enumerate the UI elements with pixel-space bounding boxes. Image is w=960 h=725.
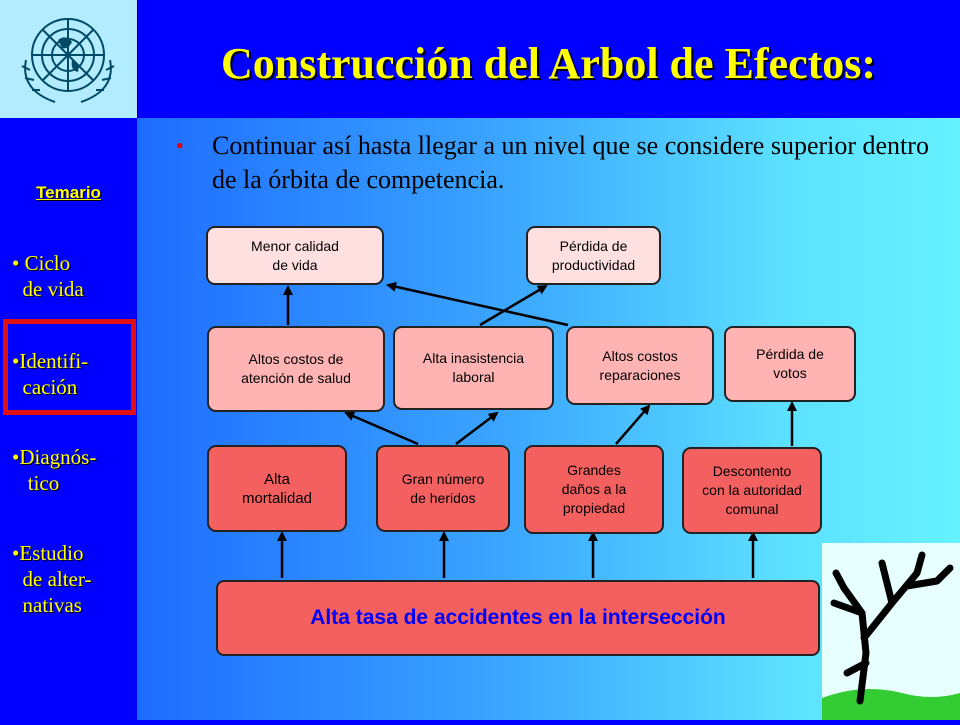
temario-link[interactable]: Temario [36,183,101,202]
effect-box-alta-mortalidad: Alta mortalidad [207,445,347,532]
effect-box-perdida-de-votos: Pérdida de votos [724,326,856,402]
nav-ciclo-de-vida[interactable]: • Ciclo de vida [12,251,84,301]
nav-identificacion[interactable]: •Identifi- cación [12,349,89,399]
effect-box-descontento-autoridad: Descontento con la autoridad comunal [682,447,822,534]
effect-box-perdida-de-productividad: Pérdida de productividad [526,226,661,285]
page-title: Construcción del Arbol de Efectos: [220,39,877,88]
effect-box-alta-inasistencia-laboral: Alta inasistencia laboral [393,326,554,410]
effect-box-menor-calidad-de-vida: Menor calidad de vida [206,226,384,285]
nav-diagnostico[interactable]: •Diagnós- tico [12,445,97,495]
nav-estudio-de-alternativas[interactable]: •Estudio de alter- nativas [12,541,92,617]
effect-box-grandes-danos-propiedad: Grandes daños a la propiedad [524,445,664,534]
bullet-marker: • [176,133,184,158]
tree-icon [822,543,960,720]
root-cause-box: Alta tasa de accidentes en la intersección [216,580,820,656]
effect-box-altos-costos-salud: Altos costos de atención de salud [207,326,385,412]
effect-box-gran-numero-de-heridos: Gran número de heridos [376,445,510,532]
effect-box-altos-costos-reparaciones: Altos costos reparaciones [566,326,714,405]
bullet-text: Continuar así hasta llegar a un nivel que se considere superior dentro de la órbita de competencia. [212,131,929,194]
